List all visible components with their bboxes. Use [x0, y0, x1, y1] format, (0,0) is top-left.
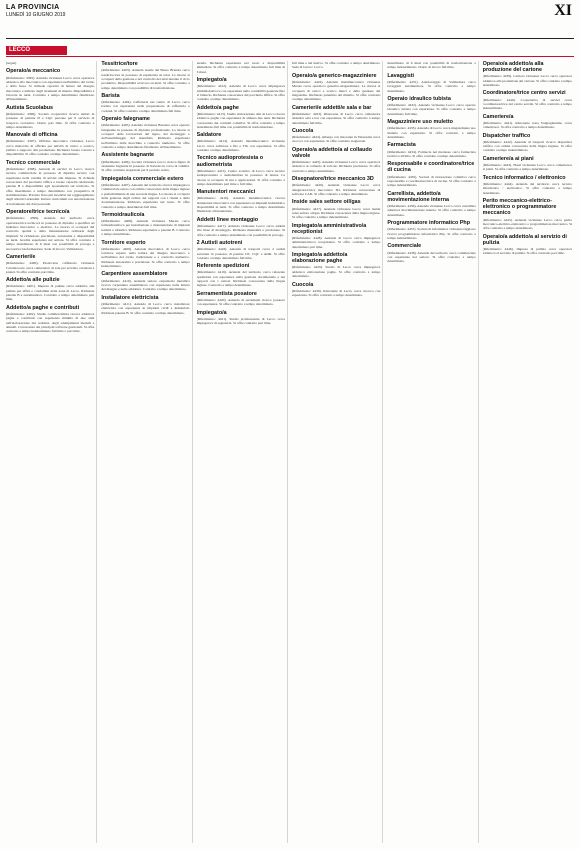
job-title: Magazziniere uso muletto	[387, 119, 453, 126]
job-description: (Riferimento: 4446). Impresa di pulizia cerca operaio/a addetto/a al servizio di pulizia. Si offre contratto part time.	[482, 246, 572, 256]
masthead	[6, 4, 574, 39]
job-description: (Riferimento: 4431). Autolavaggio di Valmadrera cerca lavaggisti automunito/a. Si offre contratto a tempo determinato.	[387, 79, 476, 93]
job-title: Cameriere/a ai piani	[482, 155, 534, 162]
job-description: (Riferimento: 4442). Azienda di trasporti ricerca dispatcher traffico con ottima conoscenza della lingua inglese. Si offre contratto a tempo indeterminato.	[482, 139, 572, 153]
job-description: (Riferimento: 4420). Azienda di serramenti ricerca posatore con esperienza. Si offre contratto a tempo determinato.	[196, 298, 285, 307]
job-ad	[387, 220, 475, 240]
job-title: Operaio/a addetto/a al servizio di pulizia	[482, 233, 567, 246]
job-ad	[387, 142, 475, 158]
job-title: Assistente bagnante	[101, 152, 155, 159]
listing-column	[387, 61, 478, 843]
job-description: (Riferimento: 4406). Società vicinanze Lecco ricerca figure di assistente bagnante in possesso di brevetto in corso di validità. Si offre contratto stagionale per il periodo estivo.	[101, 159, 190, 173]
job-title: Addetto/a paghe e contributi	[6, 304, 80, 311]
job-title: Installatore elettricista	[101, 294, 159, 301]
job-title: Commerciale	[387, 243, 422, 250]
page-number: XI	[554, 2, 572, 19]
job-ad	[387, 119, 475, 139]
job-ad	[483, 133, 572, 153]
job-ad	[292, 223, 380, 249]
job-ad	[292, 73, 380, 102]
job-description: (Riferimento: 4425). Azienda vicinanze Lecco cerca operaio/a addetto/a al collaudo di valvole. Richiesta precisione. Si offre contratto a tempo determinato.	[292, 160, 381, 173]
job-title: Operaio idraulico tubista	[387, 95, 451, 102]
job-description: (Riferimento: 4410). Azienda settore carpenteria metallica ricerca carpentiere assemblatore con esperienza nella lettura del disegno e nella saldatura. Contratto a tempo determinato.	[101, 278, 190, 292]
job-ad	[197, 77, 285, 102]
job-description: (Riferimento: 4411). Azienda di Lecco cerca installatore elettricista con esperienza in impianti civili e industriali. Richiesta patente B. Si offre contratto a tempo determinato.	[101, 301, 190, 315]
job-description: (Riferimento: 4397). Officina meccanica vicinanze Lecco cerca manovale di officina per attività di carico e scarico, pulizia e supporto alla produzione. Richiesta buona volontà e disponibilità. Si offre contratto a tempo determinato.	[6, 139, 95, 157]
job-description: (Riferimento: 4413). Studio elaborazione dati di Lecco ricerca addetto/a paghe con esperienza di almeno due anni. Richiesta conoscenza dei contratti collettivi. Si offre contratto a tempo determinato full time con possibilità di trasformazione.	[196, 111, 285, 129]
job-ad	[292, 147, 380, 173]
job-description: (Riferimento: 4399). Azienda del territorio cerca operatore/trice tecnico/a in possesso di diploma o qualifica ad indirizzo meccanico o elettrico. La risorsa si occuperà del controllo qualità e della manutenzione ordinaria degli impianti. Si richiedono precisione, autonomia e disponibilità su turni. Gradita esperienza nel settore. Si offre contratto a tempo determinato di 6 mesi con possibilità di proroga e successiva trasformazione. Sede di lavoro: Valmadrera.	[6, 216, 95, 251]
job-ad	[483, 90, 572, 110]
job-title: Addetto/a paghe	[196, 104, 239, 111]
job-description: (Riferimento: 4405). Azienda vicinanze Barzanò cerca operaio falegname in possesso di diploma professionale. La risorsa si occuperà delle lavorazioni del legno, del montaggio e dell'assemblaggio dei manufatti. Richiesta esperienza nell'utilizzo delle macchine a controllo numerico. Si offre contratto a tempo determinato finalizzato all'inserimento.	[101, 123, 190, 150]
job-title: Manutentori meccanici	[196, 189, 256, 196]
section-label: LECCO	[6, 46, 67, 55]
job-ad	[197, 217, 285, 237]
listing-column	[101, 61, 192, 843]
job-title: Referente spedizioni	[196, 263, 250, 270]
job-description: full time e nel festivo. Si offre contratto a tempo determinato. Sede di lavoro: Lecco.	[292, 61, 381, 70]
job-description: (Riferimento: 4441). Ristorante zona Valgreghentino cerca cameriere/a. Si offre contratto a tempo determinato.	[482, 120, 572, 130]
job-ad	[387, 61, 475, 70]
job-description: determinato di 6 mesi con possibilità di trasformazione a tempo indeterminato. Orario di lavoro full time.	[387, 61, 476, 70]
job-description: (Riferimento: 4400). Pasticceria caffetteria vicinanze Calolziocorte cerca camerieri/e di sala per servizio colazioni e pranzi. Si offre contratto part time.	[6, 261, 95, 274]
job-title: Cameriere/a	[482, 113, 514, 120]
job-description: (Riferimento: 4416). Azienda metalmeccanica ricerca manutentori meccanici con esperienza su impianti industriali e disponibilità ai turni. Si offre contratto a tempo determinato finalizzato all'assunzione.	[196, 196, 285, 214]
job-ad	[292, 199, 380, 219]
job-ad	[292, 176, 380, 196]
job-description: (Riferimento: 4396). Società cooperativa ricerca autisti in possesso di patente D e CQC persone per il servizio di trasporto scolastico. Orario part time. Si offre contratto a tempo determinato.	[6, 111, 95, 129]
job-description: (Riferimento: 4401). Impresa di pulizie cerca addetti/e alle pulizie per uffici e condomini della zona di Lecco. Richiesta patente B e automunito/a. Contratto a tempo determinato part time.	[6, 284, 95, 302]
job-description: (Riferimento: 4395). Azienda vicinanze Lecco cerca operaio/a addetto/a alla meccanica con esperienza nell'utilizzo del tornio e della fresa. Si richiede capacità di lettura del disegno meccanico e utilizzo degli strumenti di misura. Disponibilità a lavorare su turni. Contratto a tempo determinato finalizzato all'inserimento.	[6, 75, 95, 102]
listing-column	[197, 61, 288, 843]
job-ad	[292, 105, 380, 125]
job-description: (Riferimento: 4421). Studio professionale di Lecco cerca impiegato/a di segreteria. Si offre contratto part time.	[196, 316, 285, 326]
job-ad	[292, 252, 380, 278]
job-title: Operatore/trice tecnico/a	[6, 209, 70, 216]
job-ad	[101, 152, 189, 172]
job-title: Operaio/a addetto/a al collaudo valvole	[292, 146, 372, 159]
job-title: Impiegato/a	[196, 309, 227, 316]
job-ad	[387, 161, 475, 187]
job-ad	[197, 291, 285, 307]
job-description: (Riferimento: 4419). Azienda del territorio cerca referente spedizioni con esperienza nella gestione documentale e nei rapporti con i vettori. Richiesta conoscenza della lingua inglese. Contratto a tempo determinato.	[196, 270, 285, 288]
job-title: Coordinatore/trice centro servizi	[482, 90, 566, 97]
job-title: Addetto/a alle pulizie	[6, 277, 60, 284]
job-description: (Riferimento: 4426). Azienda vicinanze Lecco cerca disegnatore/trice meccanico 3D. Richiesta conoscenza di software CAD. Si offre contratto a tempo determinato.	[292, 183, 381, 197]
job-description: (Riferimento: 4415). Centro acustico di Lecco cerca tecnico audioprotesista o audiometrista in possesso di laurea. La risorsa si occuperà di test e applicazioni. Si offre contratto a tempo determinato part time o full time.	[196, 168, 285, 186]
job-description: (Riferimento: 4430). Ristorante di Lecco cerca cuoco/a con esperienza. Si offre contratto a tempo determinato.	[292, 288, 381, 298]
listing-column	[6, 61, 97, 843]
job-description: zienda. Richiesta esperienza nel ruolo e disponibilità immediata. Si offre contratto a tempo determinato full time di 6 mesi.	[196, 61, 285, 74]
job-ad	[101, 240, 189, 269]
job-title: Tornitore esperto	[101, 239, 146, 246]
job-ad	[6, 61, 94, 65]
job-ad	[483, 114, 572, 130]
job-ad	[197, 263, 285, 288]
job-title: Serramentista posatore	[196, 290, 257, 297]
job-title: Addetti linee montaggio	[196, 216, 259, 223]
job-ad	[292, 128, 380, 144]
job-description: (Riferimento: 4443). Hotel vicinanze Lecco cerca cameriere/a ai piani. Si offre contratto a tempo determinato.	[482, 163, 572, 172]
listing-column	[292, 61, 383, 843]
job-title: Impiegato/a commerciale estero	[101, 175, 184, 182]
job-description: (Riferimento: 4408). Azienda vicinanze Merate cerca termoidraulico/a per installazione e manutenzione di impianti termici e idraulici. Richiesta esperienza e patente B. Contratto a tempo determinato.	[101, 219, 190, 237]
job-description: (Riferimento: 4445). Azienda vicinanze Lecco cerca perito meccanico-elettrico-elettronico o programmatore meccanico. Si offre contratto a tempo determinato.	[482, 217, 572, 231]
job-description: (Riferimento: 4440). Cooperativa di servizi cerca coordinatore/trice del centro servizi. Si offre contratto a tempo indeterminato.	[482, 97, 572, 111]
job-ad	[101, 271, 189, 291]
job-description: (Riferimento: 4436). Azienda vicinanze Lecco cerca carrellista addetto/a movimentazione interna. Si offre contratto a tempo determinato.	[387, 204, 476, 217]
job-title: Inside sales settore oil/gas	[292, 199, 361, 206]
job-ad	[101, 116, 189, 149]
job-title: Saldatore	[196, 132, 222, 139]
job-title: Impiegato/a addetto/a elaborazione paghe	[292, 252, 348, 265]
job-ad	[101, 176, 189, 209]
job-description: (Riferimento: 4438). Azienda del territorio cerca commerciale con esperienza nel settore. Si offre contratto a tempo determinato.	[387, 250, 476, 264]
job-description: (Riferimento: 4435). Società di ristorazione collettiva cerca responsabile e coordinatore/trice di cucina. Si offre contratto a tempo indeterminato.	[387, 174, 476, 188]
job-description: (Riferimento: 4429). Studio di Lecco cerca impiegato/a addetto/a elaborazione paghe. Si offre contratto a tempo determinato.	[292, 265, 381, 279]
job-description: (Riferimento: 4398). Azienda di servizi in Lecco ricerca tecnico commerciale in possesso di diploma tecnico con esperienza nella vendita di servizi alle imprese. Si richiede conoscenza del pacchetto Office e buone capacità relazionali, patente B e disponibilità agli spostamenti sul territorio. Si offre inserimento a tempo determinato con prospettiva di stabilizzazione. Previsto fisso più incentivi sul raggiungimento degli obiettivi aziendali. Inviare curriculum con autorizzazione al trattamento dei dati personali.	[6, 166, 95, 206]
job-ad	[6, 105, 94, 130]
job-title: Cuoco/a	[292, 127, 314, 134]
job-title: Termoidraulico/a	[101, 211, 145, 218]
job-description: (Riferimento: 4407). Azienda del territorio ricerca impiegato/a commerciale estero con ottima conoscenza della lingua inglese e preferibilmente di una seconda lingua. La risorsa si occuperà della gestione degli ordini, dei rapporti con i clienti e della documentazione. Richiesta esperienza nel ruolo. Si offre contratto a tempo determinato full time.	[101, 182, 190, 209]
job-title: Farmacista	[387, 142, 416, 149]
job-description: (Riferimento: 4418). Azienda di trasporti cerca 2 autisti autotreni in possesso di patente CE, CQC e ADR. Si offre contratto a tempo determinato full time.	[196, 247, 285, 260]
job-ad	[387, 191, 475, 217]
job-ad	[6, 277, 94, 302]
job-ad	[197, 132, 285, 152]
job-ad	[6, 305, 94, 334]
issue-date: LUNEDÌ 10 GIUGNO 2019	[6, 12, 66, 18]
job-ad	[6, 132, 94, 157]
job-description: (segue)	[6, 61, 17, 65]
job-title: Camerieri/e	[6, 254, 36, 261]
job-ad	[6, 209, 94, 251]
job-ad	[101, 295, 189, 315]
job-description: (Riferimento: 4404). Caffetteria nel centro di Lecco cerca barista con esperienza nella preparazione di caffetteria e cocktail. Si offre contratto a tempo determinato full time.	[101, 100, 190, 113]
job-title: Perito meccanico-elettrico-elettronico o programmatore meccanico	[482, 197, 557, 217]
job-ad	[197, 310, 285, 326]
job-title: Responsabile e coordinatore/trice di cucina	[387, 161, 475, 174]
job-title: Cuoco/a	[292, 281, 314, 288]
job-description: (Riferimento: 4424). Albergo con ristorante in Valsassina cerca cuoco/a con esperienza. Si offre contratto stagionale.	[292, 135, 381, 144]
section-divider	[6, 56, 574, 57]
job-title: Manovale di officina	[6, 132, 58, 139]
job-title: 2 Autisti autotreni	[196, 240, 243, 247]
job-ad	[292, 282, 380, 298]
job-ad	[6, 160, 94, 206]
job-description: (Riferimento: 4409). Azienda meccanica di Lecco cerca tornitore esperto nella lettura del disegno meccanico e nell'utilizzo del tornio tradizionale e a controllo numerico. Richiesta autonomia e precisione. Si offre contratto a tempo indeterminato.	[101, 246, 190, 269]
job-ad	[387, 96, 475, 116]
job-ad	[197, 155, 285, 186]
job-ad	[197, 240, 285, 260]
job-title: Operaio/a meccanico	[6, 68, 61, 75]
job-title: Tecnico audioprotesista o audiometrista	[196, 155, 264, 168]
job-description: (Riferimento: 4432). Azienda vicinanze Lecco cerca operaio idraulico tubista con esperienza. Si offre contratto a tempo determinato full time.	[387, 103, 476, 116]
job-title: Camerieri/e addetti/e sala e bar	[292, 104, 372, 111]
job-title: Lavaggisti	[387, 72, 414, 79]
job-description: (Riferimento: 4437). Società di informatica vicinanze Oggiono ricerca programmatore informatico Php. Si offre contratto a tempo indeterminato.	[387, 227, 476, 241]
job-ad	[197, 105, 285, 130]
job-ad	[6, 254, 94, 274]
job-ad	[6, 68, 94, 101]
job-description: (Riferimento: 4422). Azienda metalmeccanica vicinanze Merate cerca operaio/a generico-magazziniere. La risorsa si occuperà di carico e scarico merci e della gestione del magazzino. Richiesto patentino del muletto. Si offre contratto a tempo determinato.	[292, 79, 381, 102]
job-title: Carrellista, addetto/a movimentazione interna	[387, 190, 450, 203]
job-ad	[483, 175, 572, 195]
job-title: Tecnico commerciale	[6, 159, 61, 166]
job-title: Disegnatore/trice meccanico 3D	[292, 176, 374, 183]
job-description: (Riferimento: 4427). Azienda vicinanze Lecco cerca inside sales settore oil/gas. Richiesta conoscenza della lingua inglese. Si offre contratto a tempo indeterminato.	[292, 206, 381, 220]
job-title: Operaio/a generico-magazziniere	[292, 72, 377, 79]
job-ad	[483, 198, 572, 231]
job-ad	[483, 234, 572, 256]
job-description: (Riferimento: 4439). Cartiera vicinanze Lecco cerca operaio/a addetto/a alla produzione del cartone. Si offre contratto a tempo determinato.	[482, 74, 573, 88]
job-description: (Riferimento: 4428). Azienda di Lecco cerca impiegato/a amministrativo/a receptionist. Si offre contratto a tempo determinato part time.	[292, 236, 381, 249]
job-description: (Riferimento: 4417). Azienda vicinanze Lecco cerca addetti alle linee di montaggio. Richiesta manualità e precisione. Si offre contratto a tempo determinato con possibilità di proroga.	[196, 223, 285, 237]
job-ad	[292, 61, 380, 70]
job-description: (Riferimento: 4423). Ristorante di Lecco cerca camerieri/e addetti/e sala e bar con esperienza. Si offre contratto a tempo determinato full time.	[292, 111, 381, 125]
job-title: Tessitrice/tore	[101, 61, 138, 67]
job-listings-grid	[6, 61, 574, 843]
job-title: Barista	[101, 92, 120, 99]
job-description: (Riferimento: 4402). Studio commercialista ricerca addetto/a paghe e contributi con esperienza minima di due anni nell'elaborazione dei cedolini, degli adempimenti mensili e annuali. Conoscenza dei principali software gestionali. Si offre contratto a tempo indeterminato full time o part time.	[6, 312, 95, 334]
listing-column	[483, 61, 574, 843]
job-title: Carpentiere assemblatore	[101, 271, 168, 278]
job-description: (Riferimento: 4444). Azienda del territorio cerca tecnico informatico / elettronico. Si offre contratto a tempo determinato.	[482, 181, 572, 195]
job-ad	[387, 243, 475, 263]
job-title: Dispatcher traffico	[482, 132, 531, 139]
job-ad	[101, 212, 189, 237]
job-title: Programmatore informatico Php	[387, 220, 470, 227]
job-ad	[197, 61, 285, 74]
job-ad	[387, 73, 475, 93]
job-title: Operaio falegname	[101, 116, 150, 123]
job-description: (Riferimento: 4412). Azienda di Lecco cerca impiegato/a amministrativo/a con esperienza nella contabilità generale fino al bilancio. Richiesta conoscenza del pacchetto Office. Si offre contratto a tempo determinato.	[196, 84, 285, 102]
job-description: (Riferimento: 4434). Farmacia nel meratese cerca farmacista iscritto/a all'albo. Si offre contratto a tempo determinato.	[387, 149, 476, 158]
newspaper-name: LA PROVINCIA	[6, 4, 60, 11]
job-ad	[197, 189, 285, 214]
job-title: Operaio/a addetto/a alla produzione del cartone	[482, 61, 544, 74]
job-title: Impiegato/a	[196, 77, 227, 84]
job-ad	[483, 61, 572, 87]
job-ad	[101, 61, 189, 90]
job-title: Tecnico informatico / elettronico	[482, 174, 566, 181]
job-description: (Riferimento: 4433). Azienda di Lecco cerca magazziniere uso muletto con esperienza. Si offre contratto a tempo determinato.	[387, 126, 476, 140]
job-ad	[483, 156, 572, 172]
job-title: Impiegato/a amministrativo/a receptionist	[292, 222, 367, 235]
job-description: (Riferimento: 4403). Azienda tessile del Basso Brianza cerca tessitrice/tore in possesso di esperienza su telai. La risorsa si occuperà della gestione e del controllo dei telai durante il ciclo produttivo. Disponibilità al lavoro su turni. Si offre contratto a tempo determinato con possibilità di trasformazione.	[101, 68, 190, 90]
job-ad	[101, 93, 189, 113]
job-description: (Riferimento: 4414). Azienda metalmeccanica vicinanze Lecco cerca saldatore a filo e TIG con esperienza. Si offre contratto a tempo determinato.	[196, 139, 285, 153]
job-title: Autista Scuolabus	[6, 104, 54, 111]
